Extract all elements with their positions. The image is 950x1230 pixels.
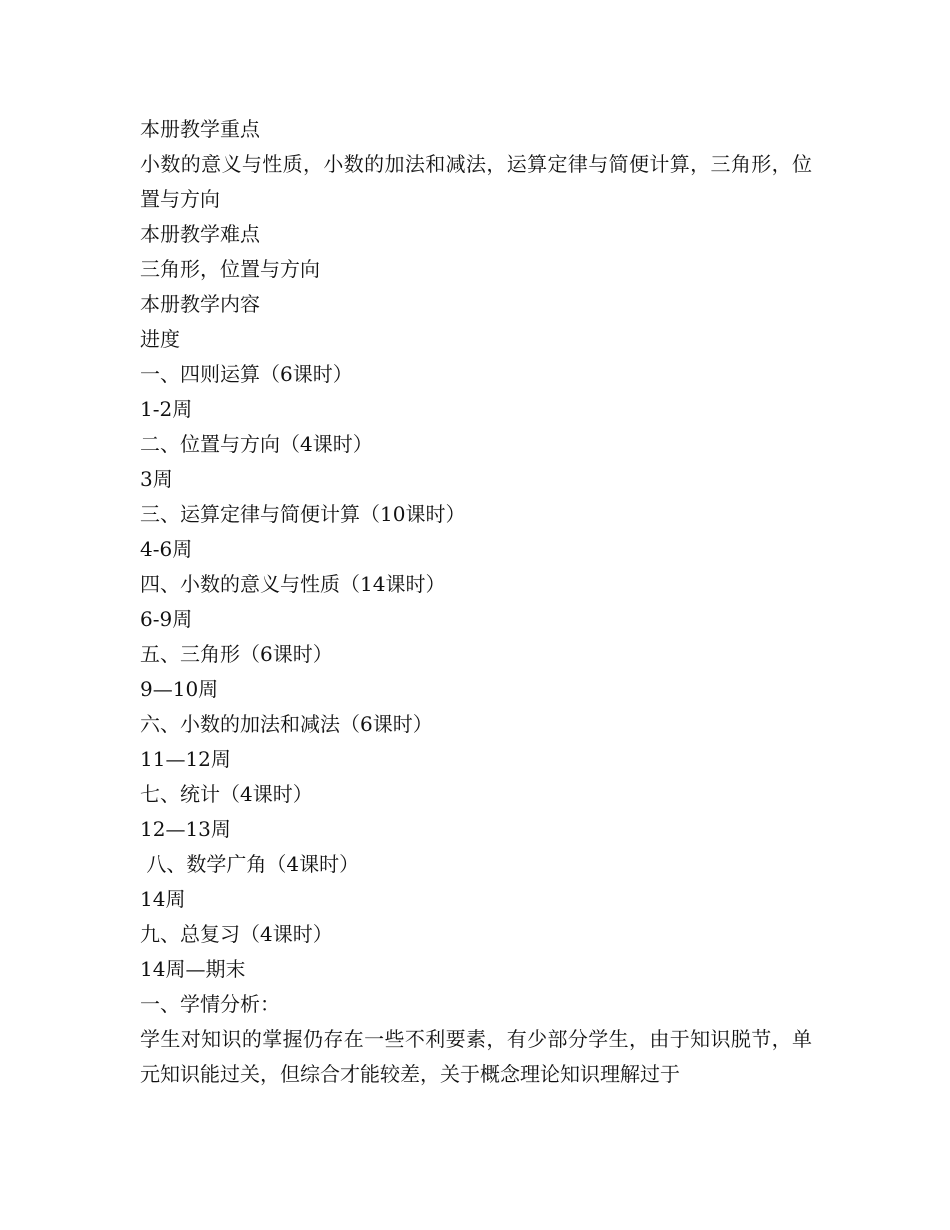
schedule-weeks: 3周 (140, 467, 173, 491)
analysis-heading: 一、学情分析： (140, 992, 280, 1016)
difficulty-heading: 本册教学难点 (140, 222, 260, 246)
analysis-text: 学生对知识的掌握仍存在一些不利要素，有少部分学生，由于知识脱节，单元知识能过关，但综合才能较差，关于概念理论知识理解过于 (140, 1027, 812, 1086)
difficulty-text: 三角形，位置与方向 (140, 257, 320, 281)
focus-heading: 本册教学重点 (140, 117, 260, 141)
schedule-weeks: 12—13周 (140, 817, 231, 841)
schedule-unit: 五、三角形（6课时） (140, 642, 333, 666)
schedule-weeks: 14周 (140, 887, 186, 911)
schedule-unit: 四、小数的意义与性质（14课时） (140, 572, 446, 596)
progress-heading: 进度 (140, 327, 180, 351)
schedule-unit: 三、运算定律与简便计算（10课时） (140, 502, 466, 526)
schedule-unit: 八、数学广角（4课时） (140, 852, 360, 876)
schedule-unit: 七、统计（4课时） (140, 782, 313, 806)
schedule-weeks: 11—12周 (140, 747, 231, 771)
schedule-unit: 二、位置与方向（4课时） (140, 432, 373, 456)
schedule-unit: 九、总复习（4课时） (140, 922, 333, 946)
content-heading: 本册教学内容 (140, 292, 260, 316)
schedule-weeks: 1-2周 (140, 397, 193, 421)
schedule-weeks: 9—10周 (140, 677, 219, 701)
focus-text: 小数的意义与性质，小数的加法和减法，运算定律与简便计算，三角形，位置与方向 (140, 152, 812, 211)
schedule-unit: 六、小数的加法和减法（6课时） (140, 712, 433, 736)
schedule-weeks: 14周—期末 (140, 957, 246, 981)
schedule-unit: 一、四则运算（6课时） (140, 362, 353, 386)
schedule-weeks: 6-9周 (140, 607, 193, 631)
schedule-weeks: 4-6周 (140, 537, 193, 561)
document-body (140, 112, 812, 1092)
